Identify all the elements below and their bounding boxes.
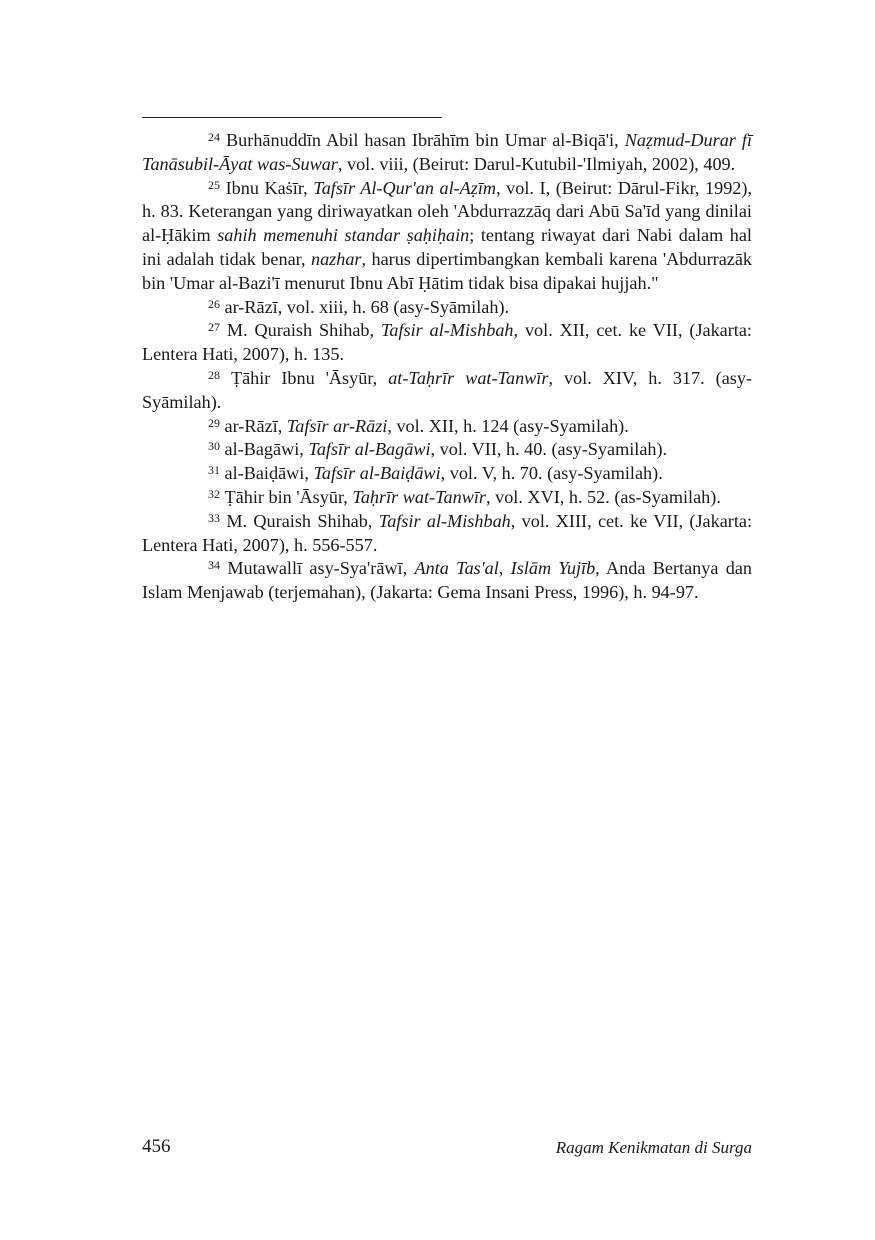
footnote-number: 34 <box>208 558 220 573</box>
footnote-text: M. Quraish Shihab, <box>220 320 381 341</box>
footnote-text: , vol. V, h. 70. (asy-Syamilah). <box>440 463 663 484</box>
footnote-32 <box>142 486 752 510</box>
footnote-29 <box>142 415 752 439</box>
footnote-text: ar-Rāzī, vol. xiii, h. 68 (asy-Syāmilah). <box>220 296 510 317</box>
footnote-text: al-Bagāwi, <box>220 439 309 460</box>
footnote-34 <box>142 557 752 605</box>
footnote-work-title: Tafsīr al-Baiḍāwi <box>313 463 441 484</box>
footnote-work-title: Taḥrīr wat-Tanwīr <box>352 486 486 507</box>
footnote-number: 25 <box>208 177 220 192</box>
footnote-number: 28 <box>208 367 220 382</box>
footnote-number: 26 <box>208 296 220 311</box>
footnote-text: , vol. viii, (Beirut: Darul-Kutubil-'Ilmiyah, 2002), 409. <box>337 153 736 174</box>
footnote-24 <box>142 129 752 177</box>
footnote-text: Ibnu Kaṡīr, <box>220 177 314 198</box>
footnote-number: 33 <box>208 510 220 525</box>
footnote-work-title: Tafsir al-Mishbah <box>380 320 514 341</box>
footnote-number: 24 <box>208 130 220 144</box>
footnote-25 <box>142 177 752 296</box>
footnote-text: , vol. XIV, h. 317. (asy-Syāmilah). <box>142 367 752 412</box>
footnote-text: Mutawallī asy-Sya'rāwī, <box>220 558 415 579</box>
footnote-text: , Anda Bertanya dan Islam Menjawab (terjemahan), (Jakarta: Gema Insani Press, 1996), h. 94-97. <box>142 558 752 603</box>
footnote-work-title: sahih memenuhi standar ṣaḥiḥain <box>217 225 470 246</box>
footnote-text: , vol. I, (Beirut: Dārul-Fikr, 1992), h. 83. Keterangan yang diriwayatkan oleh 'Abdurrazzāq dari Abū Sa'īd yang dinilai al-Ḥākim <box>142 177 752 246</box>
footnote-number: 31 <box>208 463 220 478</box>
footnote-33 <box>142 510 752 558</box>
footnote-work-title: Tafsīr Al-Qur'an al-Aẓīm <box>313 177 497 198</box>
footnote-work-title: Tafsir al-Mishbah <box>378 510 511 531</box>
footnote-text: M. Quraish Shihab, <box>220 510 379 531</box>
footnotes-section <box>142 129 752 605</box>
footnote-number: 32 <box>208 486 220 501</box>
footnote-text: , vol. XVI, h. 52. (as-Syamilah). <box>486 486 721 507</box>
footnote-number: 30 <box>208 439 220 454</box>
footnote-text: , vol. VII, h. 40. (asy-Syamilah). <box>430 439 668 460</box>
footnote-separator-rule <box>142 117 442 118</box>
footnote-text: ar-Rāzī, <box>220 415 287 436</box>
footnote-27 <box>142 319 752 367</box>
footnote-work-title: Anta Tas'al, Islām Yujīb <box>414 558 596 579</box>
footnote-text: , vol. XIII, cet. ke VII, (Jakarta: Lentera Hati, 2007), h. 556-557. <box>142 510 752 555</box>
footnote-text: Ṭāhir Ibnu 'Āsyūr, <box>220 367 389 388</box>
footnote-number: 27 <box>208 320 220 335</box>
footnote-text: , vol. XII, cet. ke VII, (Jakarta: Lentera Hati, 2007), h. 135. <box>142 320 752 365</box>
footnote-text: Ṭāhir bin 'Āsyūr, <box>220 486 353 507</box>
footnote-30 <box>142 438 752 462</box>
footnote-work-title: Naẓmud-Durar fī Tanāsubil-Āyat was-Suwar <box>142 130 753 174</box>
page-number: 456 <box>142 1136 171 1157</box>
footnote-text: , vol. XII, h. 124 (asy-Syamilah). <box>387 415 629 436</box>
footnote-text: Burhānuddīn Abil hasan Ibrāhīm bin Umar al-Biqā'i, <box>220 130 625 150</box>
footnote-work-title: Tafsīr al-Bagāwi <box>308 439 431 460</box>
footnote-work-title: nazhar <box>310 248 362 269</box>
running-footer-title: Ragam Kenikmatan di Surga <box>555 1138 752 1157</box>
footnote-26 <box>142 296 752 320</box>
footnote-text: ; tentang riwayat dari Nabi dalam hal ini adalah tidak benar, <box>142 225 752 269</box>
footnote-number: 29 <box>208 415 220 430</box>
footnote-text: , harus dipertimbangkan kembali karena 'Abdurrazāk bin 'Umar al-Bazi'ī menurut Ibnu Abī Ḥātim tidak bisa dipakai hujjah." <box>142 248 753 293</box>
footnote-31 <box>142 462 752 486</box>
footnote-text: al-Baiḍāwi, <box>220 463 314 484</box>
footnote-28 <box>142 367 752 415</box>
footnote-work-title: at-Taḥrīr wat-Tanwīr <box>388 367 549 388</box>
footnote-work-title: Tafsīr ar-Rāzi <box>286 415 388 436</box>
